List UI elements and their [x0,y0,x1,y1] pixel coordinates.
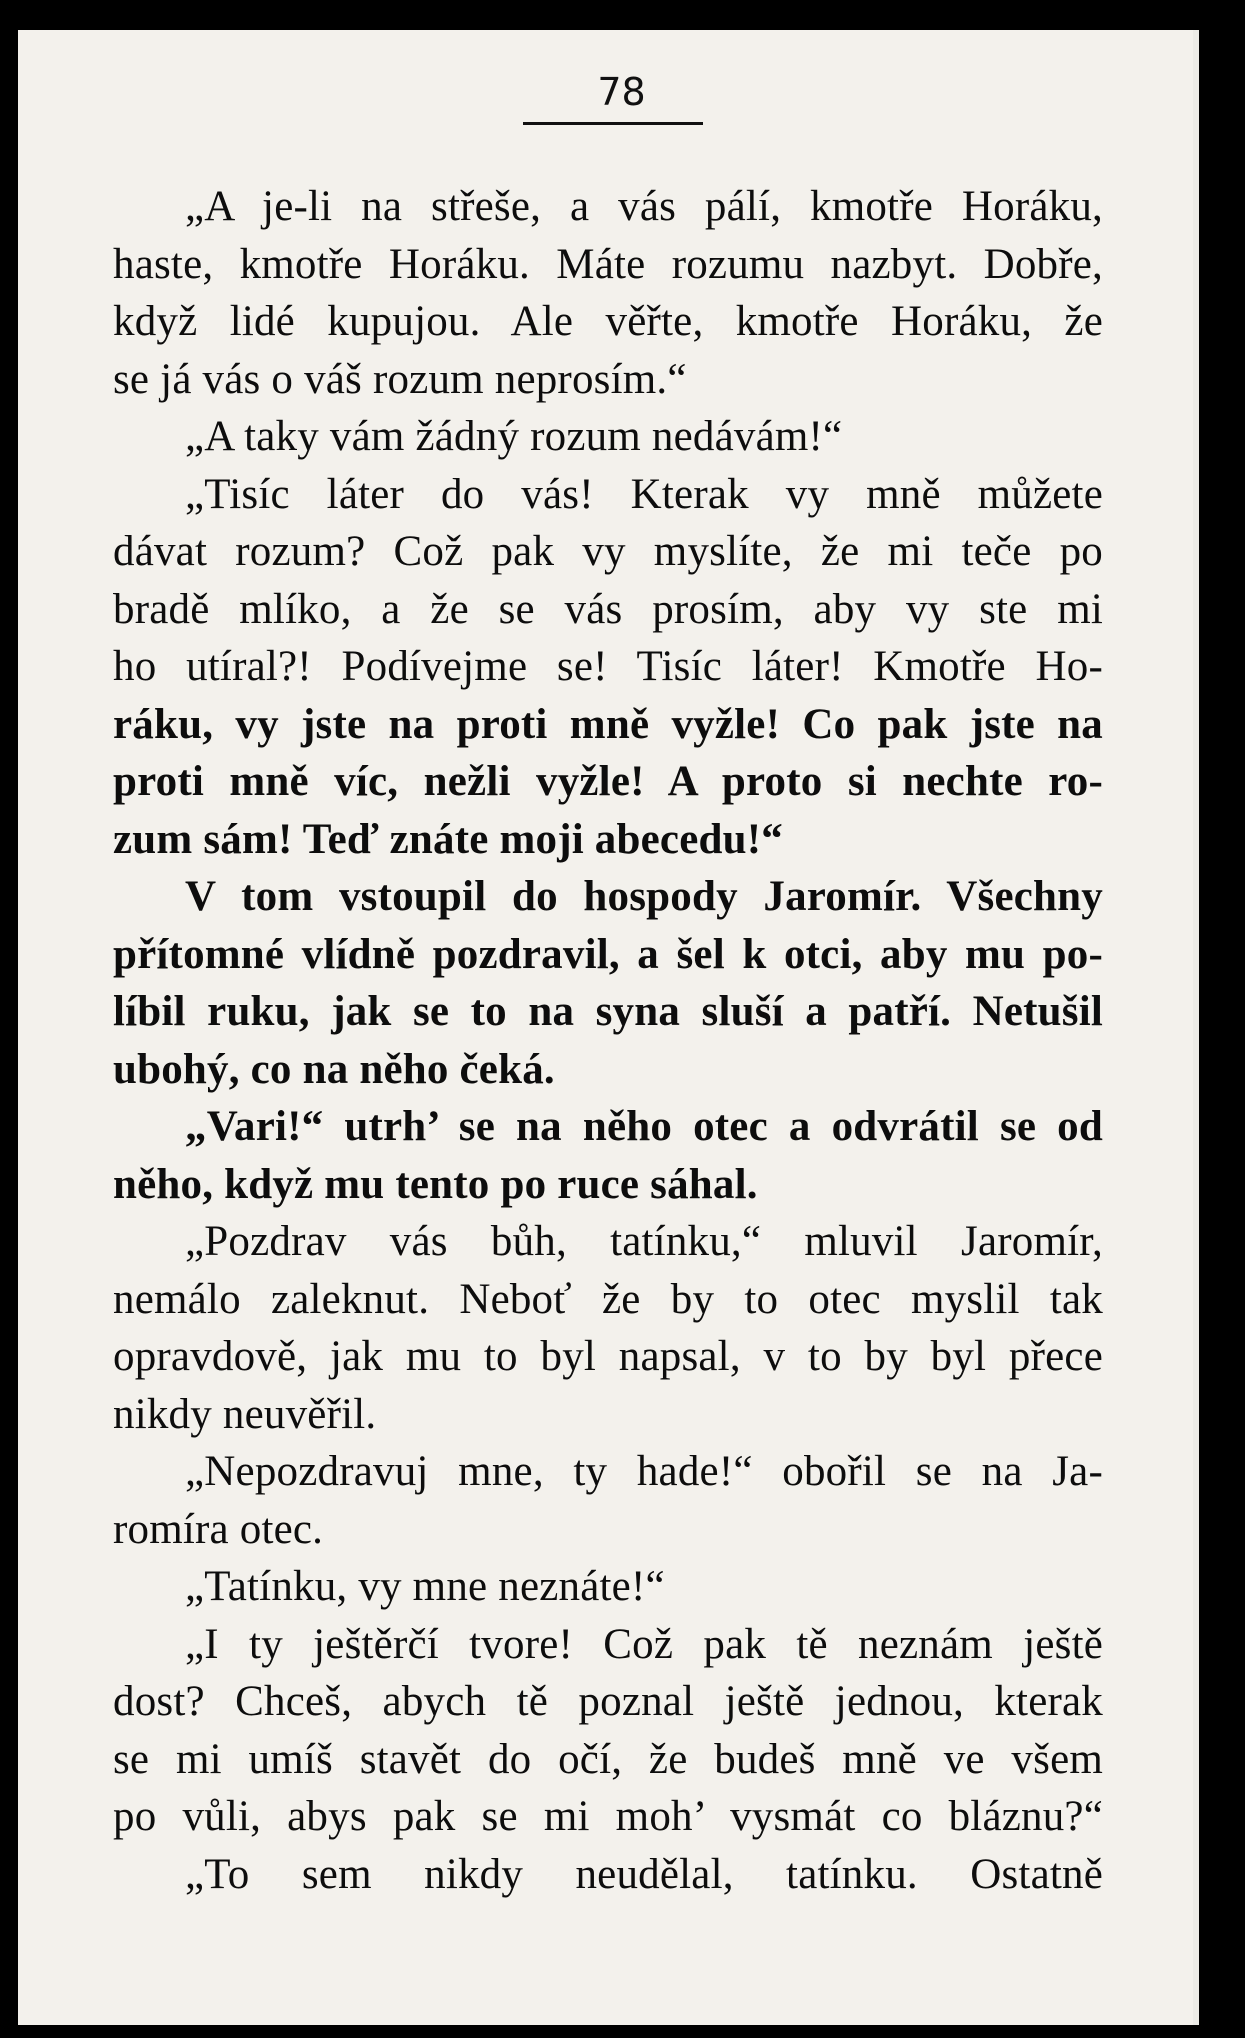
text-line: nikdy neuvěřil. [113,1390,377,1438]
text-line: „Vari!“ utrh’ se na něho otec a odvrátil se od [185,1103,1103,1150]
text-line: „A je-li na střeše, a vás pálí, kmotře Horáku, [185,183,1103,230]
text-line: něho, když mu tento po ruce sáhal. [113,1160,758,1208]
text-line: proti mně víc, nežli vyžle! A proto si nechte ro- [113,758,1103,805]
text-line: ho utíral?! Podívejme se! Tisíc láter! Kmotře Ho- [113,643,1103,690]
page-number-rule [523,122,703,125]
text-line: „To sem nikdy neudělal, tatínku. Ostatně [185,1850,1103,1898]
text-line: V tom vstoupil do hospody Jaromír. Všechny [185,873,1103,920]
text-line: když lidé kupujou. Ale věřte, kmotře Horáku, že [113,298,1103,345]
text-line: dávat rozum? Což pak vy myslíte, že mi teče po [113,528,1103,575]
text-line: se já vás o váš rozum neprosím.“ [113,355,687,403]
book-page [18,30,1199,2025]
text-line: „A taky vám žádný rozum nedávám!“ [185,413,843,460]
text-line: bradě mlíko, a že se vás prosím, aby vy ste mi [113,585,1103,633]
text-line: zum sám! Teď znáte moji abecedu!“ [113,815,783,863]
text-line: haste, kmotře Horáku. Máte rozumu nazbyt. Dobře, [113,240,1103,288]
text-line: líbil ruku, jak se to na syna sluší a patří. Netušil [113,988,1103,1035]
text-line: ráku, vy jste na proti mně vyžle! Co pak jste na [113,700,1103,748]
text-line: po vůli, abys pak se mi moh’ vysmát co bláznu?“ [113,1793,1103,1840]
text-line: „I ty ještěrčí tvore! Což pak tě neznám ještě [185,1620,1103,1668]
text-line: opravdově, jak mu to byl napsal, v to by byl přece [113,1333,1103,1380]
text-line: romíra otec. [113,1505,324,1553]
text-line: ubohý, co na něho čeká. [113,1045,555,1093]
page-number: 78 [597,70,646,114]
text-line: se mi umíš stavět do očí, že budeš mně ve všem [113,1735,1103,1783]
text-line: „Pozdrav vás bůh, tatínku,“ mluvil Jaromír, [185,1218,1103,1265]
text-line: nemálo zaleknut. Neboť že by to otec myslil tak [113,1275,1103,1323]
text-line: dost? Chceš, abych tě poznal ještě jednou, kterak [113,1678,1103,1725]
page-text [113,178,1103,1903]
text-line: „Nepozdravuj mne, ty hade!“ obořil se na Ja- [185,1448,1103,1495]
text-line: přítomné vlídně pozdravil, a šel k otci, aby mu po- [113,930,1103,978]
text-line: „Tisíc láter do vás! Kterak vy mně můžete [185,470,1103,518]
text-line: „Tatínku, vy mne neznáte!“ [185,1563,665,1610]
